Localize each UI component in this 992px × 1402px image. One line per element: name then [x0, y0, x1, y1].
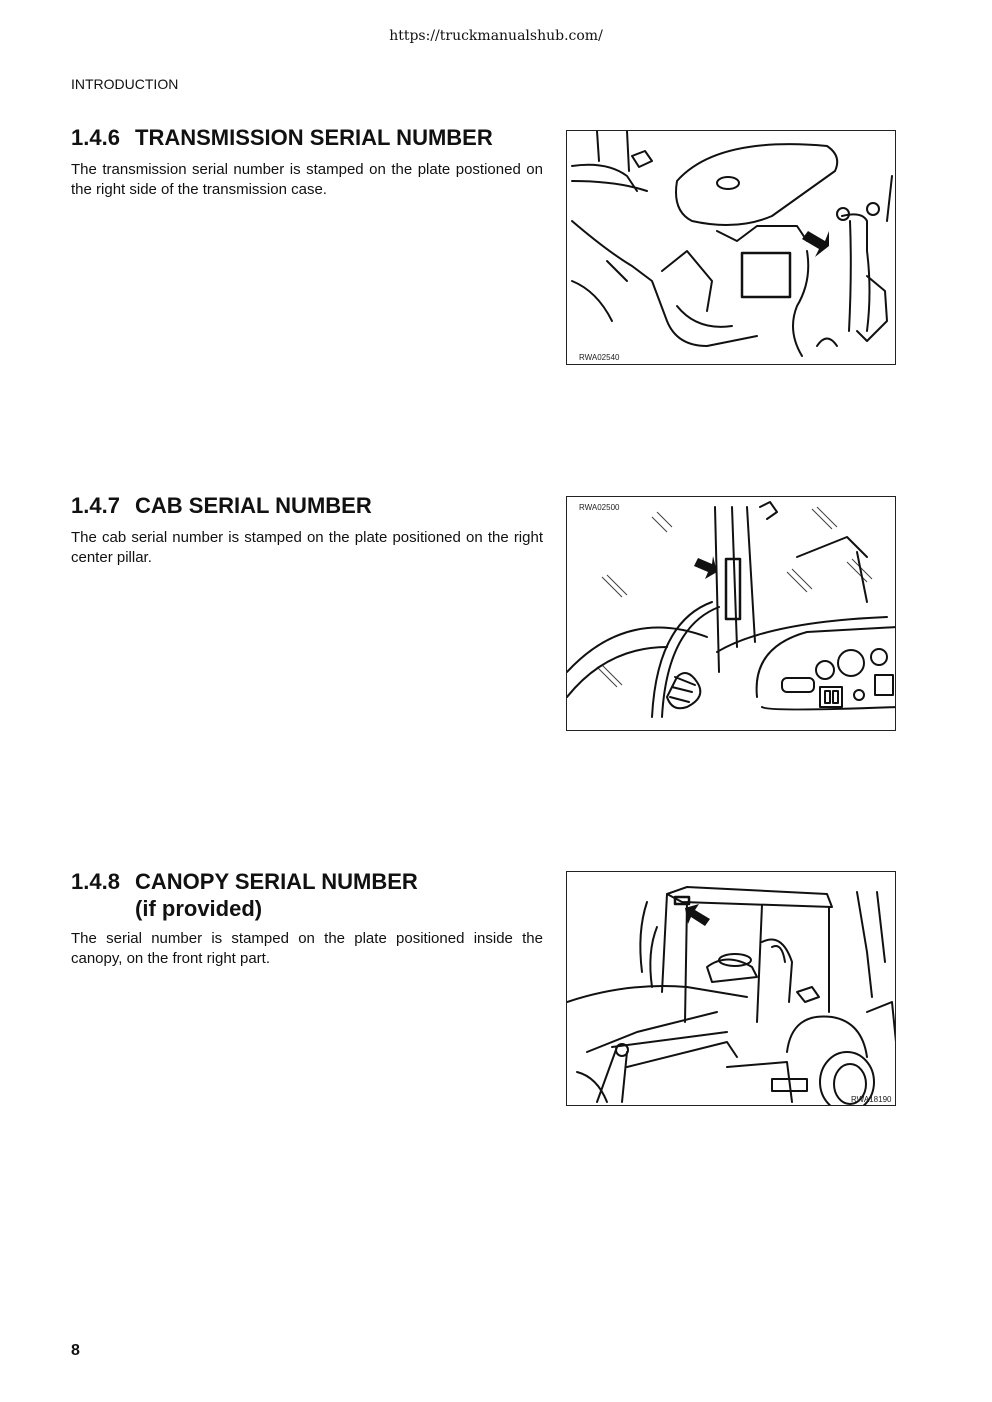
source-url: https://truckmanualshub.com/: [389, 28, 603, 44]
paragraph-transmission: The transmission serial number is stamped on the plate postioned on the right side of the transmission case.: [71, 161, 543, 198]
figure-canopy-plate: [566, 871, 896, 1106]
heading-number: 1.4.8: [71, 869, 120, 894]
serial-plate: [742, 253, 790, 297]
figure-code: RWA18190: [851, 1095, 892, 1104]
arrow-icon: [802, 231, 829, 257]
section-label: INTRODUCTION: [71, 76, 179, 92]
figure-code: RWA02500: [579, 503, 620, 512]
heading-number: 1.4.7: [71, 493, 120, 518]
serial-plate: [726, 559, 740, 619]
heading-transmission-serial-number: [71, 124, 493, 151]
transmission-illustration: [567, 131, 896, 365]
cab-illustration: [567, 497, 896, 731]
paragraph-cab: The cab serial number is stamped on the plate positioned on the right center pillar.: [71, 529, 543, 566]
heading-subtitle: (if provided): [135, 896, 263, 921]
arrow-icon: [685, 904, 710, 926]
paragraph-canopy: The serial number is stamped on the plate positioned inside the canopy, on the front right part.: [71, 930, 543, 967]
arrow-icon: [694, 556, 717, 579]
heading-cab-serial-number: [71, 492, 372, 519]
canopy-illustration: [567, 872, 896, 1106]
heading-title: CANOPY SERIAL NUMBER: [135, 869, 418, 894]
figure-transmission-plate: [566, 130, 896, 365]
figure-code: RWA02540: [579, 353, 620, 362]
heading-canopy-serial-number: [71, 868, 418, 922]
heading-number: 1.4.6: [71, 125, 120, 150]
figure-cab-plate: [566, 496, 896, 731]
heading-title: TRANSMISSION SERIAL NUMBER: [135, 125, 493, 150]
heading-title: CAB SERIAL NUMBER: [135, 493, 372, 518]
page-number: 8: [71, 1342, 80, 1359]
